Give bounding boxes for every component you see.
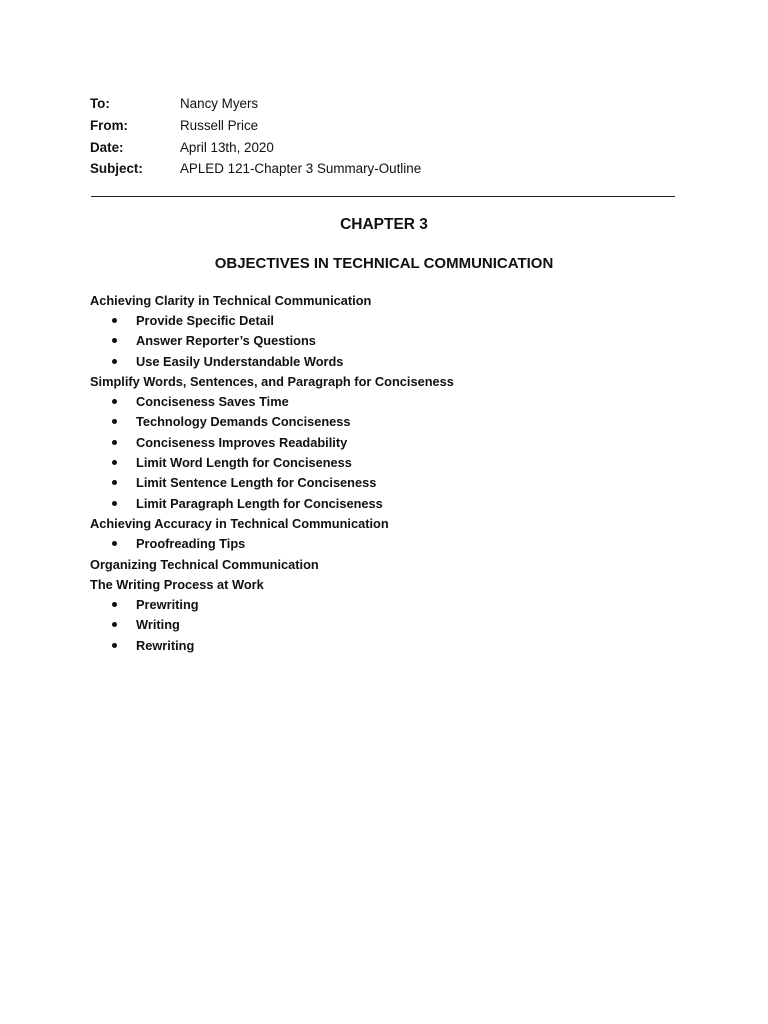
- outline-text: Prewriting: [136, 597, 199, 613]
- outline-text: Conciseness Saves Time: [136, 394, 289, 410]
- memo-value-to: Nancy Myers: [180, 96, 259, 112]
- outline-bullet-item: [90, 493, 690, 513]
- memo-row-to: [90, 93, 680, 115]
- outline-text: Achieving Clarity in Technical Communication: [90, 292, 372, 308]
- outline-text: Proofreading Tips: [136, 536, 246, 552]
- memo-value-from: Russell Price: [180, 118, 259, 134]
- outline-text: Limit Sentence Length for Conciseness: [136, 475, 377, 491]
- bullet-icon: [112, 643, 117, 648]
- memo-label-to: To:: [90, 96, 110, 112]
- bullet-icon: [112, 460, 117, 465]
- outline-heading: [90, 513, 690, 533]
- document-title: OBJECTIVES IN TECHNICAL COMMUNICATION: [214, 255, 554, 272]
- outline-bullet-item: [90, 452, 690, 472]
- outline-heading: [90, 371, 690, 391]
- outline-heading: [90, 574, 690, 594]
- outline-text: The Writing Process at Work: [90, 576, 264, 592]
- bullet-icon: [112, 501, 117, 506]
- bullet-icon: [112, 399, 117, 404]
- outline-text: Organizing Technical Communication: [90, 556, 319, 572]
- outline-bullet-item: [90, 635, 690, 655]
- memo-row-date: [90, 136, 680, 158]
- outline-list: [90, 290, 690, 655]
- bullet-icon: [112, 359, 117, 364]
- chapter-heading: CHAPTER 3: [340, 216, 428, 233]
- outline-text: Conciseness Improves Readability: [136, 434, 348, 450]
- memo-value-subject: APLED 121-Chapter 3 Summary-Outline: [180, 161, 422, 177]
- outline-bullet-item: [90, 391, 690, 411]
- outline-bullet-item: [90, 331, 690, 351]
- outline-heading: [90, 554, 690, 574]
- outline-bullet-item: [90, 310, 690, 330]
- outline-text: Technology Demands Conciseness: [136, 414, 351, 430]
- outline-bullet-item: [90, 473, 690, 493]
- outline-text: Limit Word Length for Conciseness: [136, 455, 352, 471]
- bullet-icon: [112, 440, 117, 445]
- bullet-icon: [112, 602, 117, 607]
- outline-bullet-item: [90, 534, 690, 554]
- memo-label-date: Date:: [90, 139, 124, 155]
- outline-bullet-item: [90, 432, 690, 452]
- bullet-icon: [112, 419, 117, 424]
- bullet-icon: [112, 318, 117, 323]
- bullet-icon: [112, 622, 117, 627]
- outline-text: Rewriting: [136, 637, 195, 653]
- bullet-icon: [112, 338, 117, 343]
- memo-row-from: [90, 115, 680, 137]
- outline-text: Limit Paragraph Length for Conciseness: [136, 495, 383, 511]
- memo-header: [90, 93, 680, 180]
- memo-label-from: From:: [90, 118, 128, 134]
- outline-bullet-item: [90, 412, 690, 432]
- memo-label-subject: Subject:: [90, 161, 143, 177]
- outline-bullet-item: [90, 351, 690, 371]
- memo-row-subject: [90, 158, 680, 180]
- outline-text: Provide Specific Detail: [136, 312, 274, 328]
- outline-text: Use Easily Understandable Words: [136, 353, 344, 369]
- memo-value-date: April 13th, 2020: [180, 139, 274, 155]
- header-divider: [91, 196, 675, 197]
- bullet-icon: [112, 480, 117, 485]
- outline-heading: [90, 290, 690, 310]
- outline-text: Writing: [136, 617, 180, 633]
- outline-text: Simplify Words, Sentences, and Paragraph for Conciseness: [90, 373, 454, 389]
- outline-text: Achieving Accuracy in Technical Communication: [90, 515, 389, 531]
- outline-bullet-item: [90, 615, 690, 635]
- bullet-icon: [112, 541, 117, 546]
- outline-text: Answer Reporter’s Questions: [136, 333, 316, 349]
- outline-bullet-item: [90, 594, 690, 614]
